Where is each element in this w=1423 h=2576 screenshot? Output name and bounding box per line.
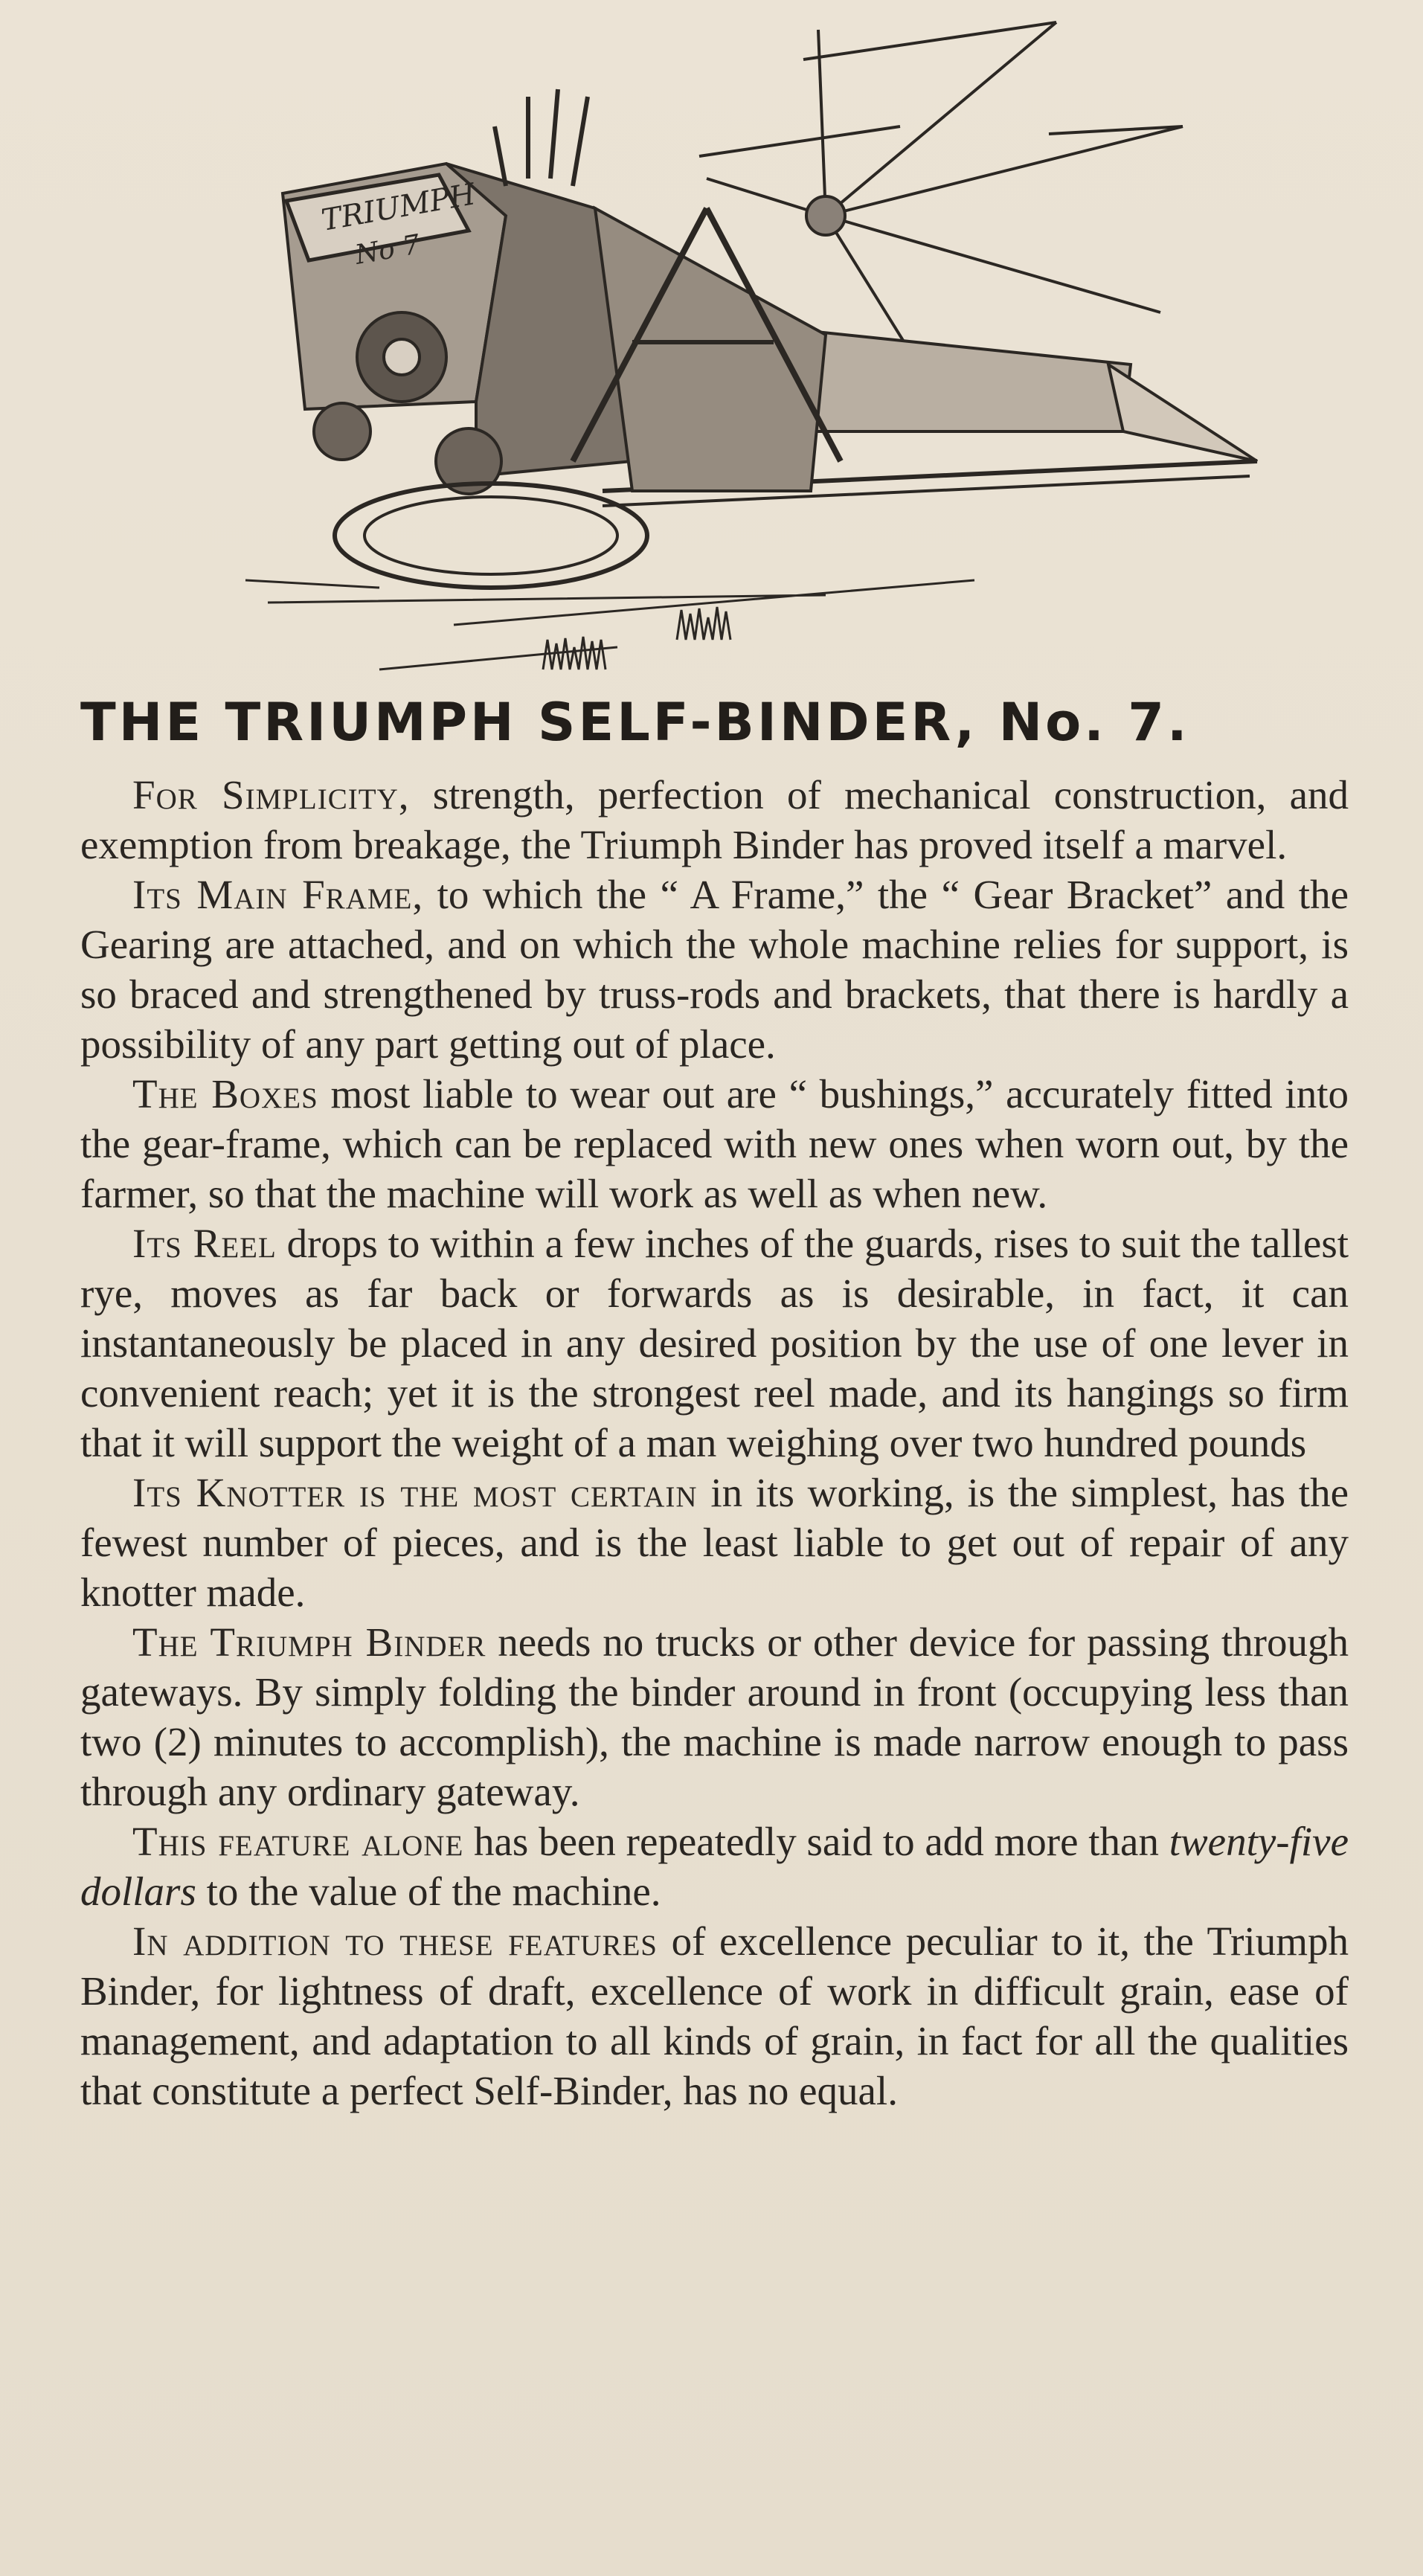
paragraph-lead: In addition to these features — [132, 1918, 658, 1964]
paragraph-text: most liable to wear out are “ bushings,” accurately fitted into the gear-frame, which can be replaced with new ones when worn out, by the farmer, so that the machine will work as well as when new. — [80, 1071, 1349, 1216]
paragraph-lead: Its Knotter is the most certain — [132, 1470, 698, 1515]
paragraph-reel — [80, 1218, 1349, 1468]
page-title: THE TRIUMPH SELF-BINDER, No. 7. — [80, 692, 1190, 753]
paragraph-text: in its working, is the simplest, has the fewest number of pieces, and is the least liable to get out of repair of any knotter made. — [80, 1470, 1349, 1615]
paragraph-lead: The Triumph Binder — [132, 1619, 486, 1665]
paragraph-addition — [80, 1916, 1349, 2116]
paragraph-text: to which the “ A Frame,” the “ Gear Bracket” and the Gearing are attached, and on which the whole machine relies for support, is so braced and strengthened by truss-rods and brackets, that there is hardly a possibility of any part getting out of place. — [80, 872, 1349, 1067]
paragraph-feature — [80, 1817, 1349, 1916]
paragraph-simplicity — [80, 770, 1349, 870]
paragraph-lead: For Simplicity, — [132, 772, 410, 818]
paragraph-emphasis: twenty-five dollars — [80, 1819, 1349, 1914]
body-text — [80, 770, 1349, 2116]
paragraph-text: to the value of the machine. — [196, 1869, 661, 1914]
paragraph-main-frame — [80, 870, 1349, 1069]
paragraph-text: of excellence peculiar to it, the Triumph Binder, for lightness of draft, excellence of work in difficult grain, ease of management, and adaptation to all kinds of grain, in fact for all the qualities that constitute a perfect Self-Binder, has no equal. — [80, 1918, 1349, 2113]
binder-engraving — [156, 15, 1287, 684]
paragraph-text: needs no trucks or other device for passing through gateways. By simply folding the binder around in front (occupying less than two (2) minutes to accomplish), the machine is made narrow enough to pass through any ordinary gateway. — [80, 1619, 1349, 1814]
paragraph-knotter — [80, 1468, 1349, 1617]
paragraph-text: strength, perfection of mechanical construction, and exemption from breakage, the Triumph Binder has proved itself a marvel. — [80, 772, 1349, 867]
paragraph-lead: The Boxes — [132, 1071, 318, 1117]
paragraph-boxes — [80, 1069, 1349, 1218]
paragraph-gateways — [80, 1617, 1349, 1817]
plate-line-2: No 7 — [353, 229, 423, 271]
plate-line-1: TRIUMPH — [318, 177, 478, 238]
paragraph-lead: Its Reel — [132, 1221, 277, 1266]
paragraph-text: drops to within a few inches of the guards, rises to suit the tallest rye, moves as far back or forwards as is desirable, in fact, it can instantaneously be placed in any desired position by the use of one lever in convenient reach; yet it is the strongest reel made, and its hangings so firm that it will support the weight of a man weighing over two hundred pounds — [80, 1221, 1349, 1465]
paragraph-text: has been repeatedly said to add more than — [463, 1819, 1169, 1864]
paragraph-lead: Its Main Frame, — [132, 872, 424, 917]
paragraph-lead: This feature alone — [132, 1819, 464, 1864]
